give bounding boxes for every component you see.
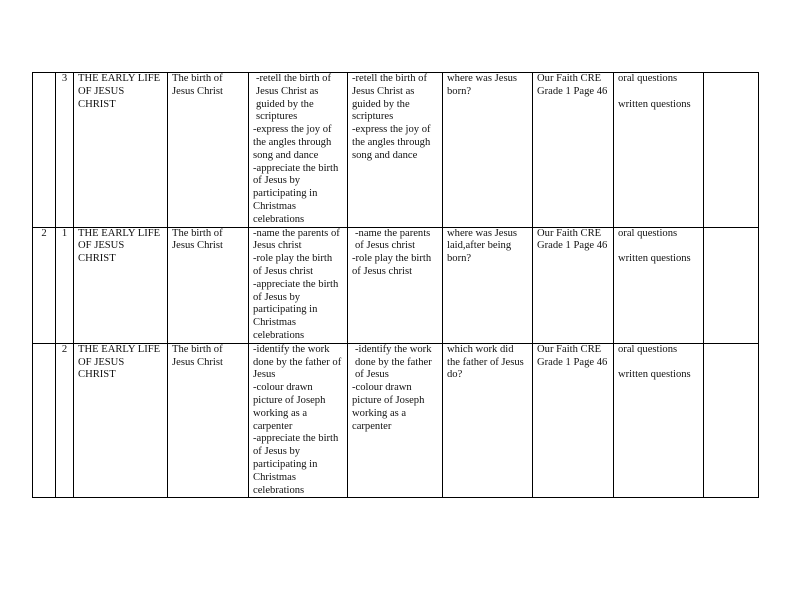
lesson-cell: 3 [56,73,74,228]
remarks-cell [704,73,759,228]
assessment-item: oral questions [618,227,678,239]
resources-cell: Our Faith CRE Grade 1 Page 46 [533,227,614,343]
sub-strand-cell: The birth of Jesus Christ [168,73,249,228]
outcome-item: -appreciate the birth of Jesus by participating in Christmas celebrations [253,278,341,341]
scheme-of-work-table [32,72,759,498]
outcome-item: -express the joy of the angles through song and dance [253,124,335,161]
key-inquiry-cell: which work did the father of Jesus do? [443,343,533,498]
key-inquiry-cell: where was Jesus born? [443,73,533,228]
outcome-item: -identify the work done by the father of Jesus [253,343,344,381]
outcome-item: -retell the birth of Jesus Christ as guided by the scriptures [256,73,334,123]
outcome-item: -name the parents of Jesus christ [253,227,343,252]
experience-item: -retell the birth of Jesus Christ as guided by the scriptures [352,73,430,123]
assessment-item: written questions [618,369,691,381]
experience-item: -express the joy of the angles through song and dance [352,124,434,161]
spacer [618,240,699,253]
table-row [33,227,759,343]
experience-item: -role play the birth of Jesus christ [352,253,434,277]
outcome-item: -appreciate the birth of Jesus by participating in Christmas celebrations [253,433,341,496]
table-row [33,343,759,498]
strand-cell: THE EARLY LIFE OF JESUS CHRIST [74,227,168,343]
week-cell [33,343,56,498]
learning-experiences-cell [348,227,443,343]
outcome-item: -role play the birth of Jesus christ [253,253,335,277]
learning-outcomes-cell [249,227,348,343]
remarks-cell [704,227,759,343]
learning-experiences-cell [348,343,443,498]
outcome-item: -colour drawn picture of Joseph working as a carpenter [253,382,329,432]
key-inquiry-cell: where was Jesus laid,after being born? [443,227,533,343]
assessment-item: written questions [618,253,691,265]
sub-strand-cell: The birth of Jesus Christ [168,227,249,343]
assessment-item: oral questions [618,343,678,355]
learning-outcomes-cell [249,343,348,498]
spacer [618,357,699,370]
lesson-cell: 1 [56,227,74,343]
assessment-cell [614,227,704,343]
assessment-cell [614,343,704,498]
experience-item: -colour drawn picture of Joseph working as a carpenter [352,382,428,432]
week-cell: 2 [33,227,56,343]
learning-outcomes-cell [249,73,348,228]
strand-cell: THE EARLY LIFE OF JESUS CHRIST [74,73,168,228]
table-row [33,73,759,228]
resources-cell: Our Faith CRE Grade 1 Page 46 [533,343,614,498]
assessment-cell [614,73,704,228]
assessment-item: oral questions [618,73,678,84]
sub-strand-cell: The birth of Jesus Christ [168,343,249,498]
lesson-cell: 2 [56,343,74,498]
assessment-item: written questions [618,98,691,110]
experience-item: -identify the work done by the father of Jesus [355,343,435,381]
resources-cell: Our Faith CRE Grade 1 Page 46 [533,73,614,228]
outcome-item: -appreciate the birth of Jesus by participating in Christmas celebrations [253,162,341,225]
experience-item: -name the parents of Jesus christ [355,227,433,252]
spacer [618,86,699,99]
remarks-cell [704,343,759,498]
learning-experiences-cell [348,73,443,228]
strand-cell: THE EARLY LIFE OF JESUS CHRIST [74,343,168,498]
week-cell [33,73,56,228]
